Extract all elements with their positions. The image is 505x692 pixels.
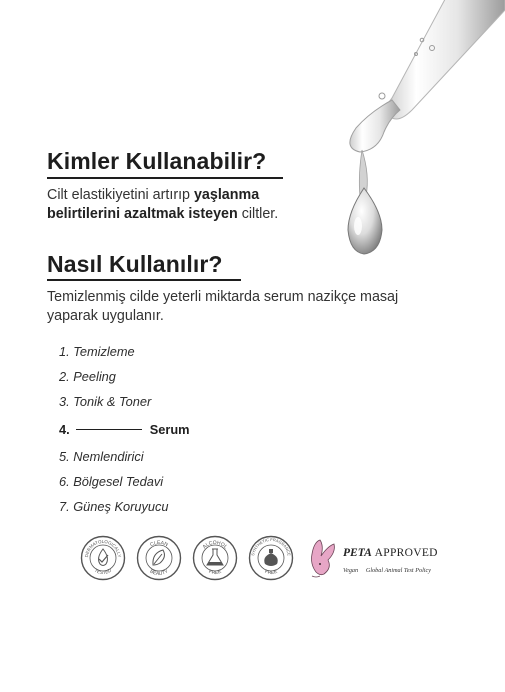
synthetic-fragrance-free-icon [248,535,294,581]
dermatologically-tested-icon [80,535,126,581]
who-text-bold: yaşlanma belirtilerini azaltmak isteyen [47,187,260,222]
badge-2-top-text: CLEAN [149,539,169,549]
step-cleansing: 1. Temizleme [59,344,135,359]
svg-text:CLEAN [149,540,169,548]
step-serum-highlighted [59,422,190,437]
step-tonic-toner: 3. Tonik & Toner [59,394,152,409]
peta-approved-label [343,547,438,559]
peta-brand: PETA [343,547,372,559]
badge-2-bottom-text: BEAUTY [148,568,170,578]
how-to-use-text: Temizlenmiş cilde yeterli miktarda serum nazikçe masaj yaparak uygulanır. [47,289,399,324]
badge-4-top-text: SYNTHETIC FRAGRANCE [250,536,292,557]
step-serum-label: Serum [149,422,190,437]
peta-bunny-logo-icon [306,536,340,580]
serum-dropper-illustration [300,0,505,270]
who-can-use-text [47,186,297,224]
who-title-underline [47,177,283,179]
who-can-use-title: Kimler Kullanabilir? [47,148,267,174]
badge-3-bottom-text: FREE [207,568,223,577]
who-text-plain-2: ciltler. [237,206,279,222]
badge-1-top-text: DERMATOLOGICALLY [83,538,123,558]
peta-approved-word: APPROVED [374,547,438,559]
step-sunscreen: 7. Güneş Koruyucu [59,499,169,514]
badge-4-bottom-text: FREE [263,568,279,577]
badge-1-bottom-text: TESTED [93,568,113,577]
who-text-plain-1: Cilt elastikiyetini artırıp [47,187,194,203]
step-moisturizer: 5. Nemlendirici [59,449,144,464]
clean-beauty-icon [136,535,182,581]
how-to-use-title: Nasıl Kullanılır? [47,251,223,277]
peta-policy: Global Animal Test Policy [365,567,431,574]
how-title-underline [47,279,241,281]
peta-vegan: Vegan [343,567,359,574]
step-serum-number: 4. [59,422,70,437]
step-peeling: 2. Peeling [59,369,116,384]
peta-policy-line [343,567,431,574]
step-serum-line [76,429,142,430]
badge-3-top-text: ALCOHOL [201,539,229,551]
alcohol-free-icon [192,535,238,581]
svg-text:BEAUTY [149,568,170,577]
step-spot-treatment: 6. Bölgesel Tedavi [59,474,164,489]
